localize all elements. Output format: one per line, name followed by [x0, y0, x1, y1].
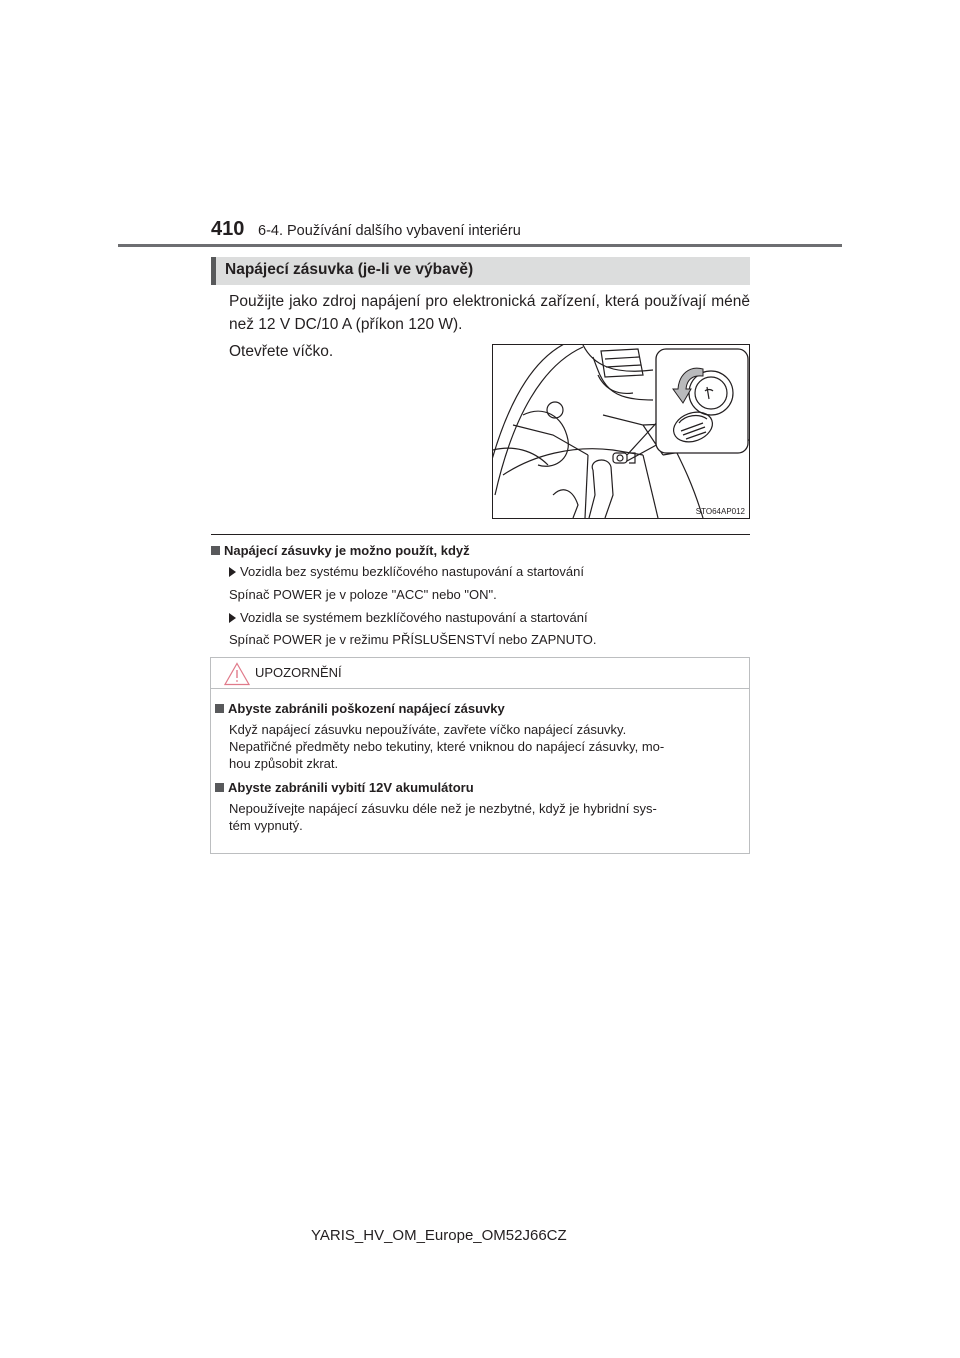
section-heading [211, 257, 750, 285]
triangle-bullet-icon [229, 567, 236, 577]
header-rule [118, 244, 842, 247]
note-condition-1 [229, 564, 584, 579]
note-condition-2-text: Vozidla se systémem bezklíčového nastupování a startování [240, 610, 588, 625]
power-outlet-illustration [492, 344, 750, 519]
caution-item-1-line-1: Když napájecí zásuvku nepoužíváte, zavřete víčko napájecí zásuvky. [229, 722, 627, 737]
note-condition-2 [229, 610, 588, 625]
caution-item-1-title-text: Abyste zabránili poškození napájecí zásuvky [228, 701, 505, 716]
note-text-2: Spínač POWER je v režimu PŘÍSLUŠENSTVÍ nebo ZAPNUTO. [229, 632, 597, 647]
note-title-text: Napájecí zásuvky je možno použít, když [224, 543, 470, 558]
caution-item-1-title [215, 701, 505, 716]
note-title [211, 543, 470, 558]
chapter-title: 6-4. Používání dalšího vybavení interiéru [258, 223, 521, 239]
caution-item-1-line-3: hou způsobit zkrat. [229, 756, 339, 771]
note-text-1: Spínač POWER je v poloze "ACC" nebo "ON". [229, 587, 497, 602]
triangle-bullet-icon [229, 613, 236, 623]
intro-paragraph: Použijte jako zdroj napájení pro elektronická zařízení, která používají méně než 12 V DC/10 A (příkon 120 W). [229, 293, 750, 333]
figure-code: STO64AP012 [695, 507, 745, 516]
square-bullet-icon [211, 546, 220, 555]
section-heading-label: Napájecí zásuvka (je-li ve výbavě) [225, 261, 474, 278]
footer-doc-code: YARIS_HV_OM_Europe_OM52J66CZ [311, 1227, 567, 1244]
caution-item-1-line-2: Nepatřičné předměty nebo tekutiny, které vniknou do napájecí zásuvky, mo- [229, 739, 665, 754]
note-condition-1-text: Vozidla bez systému bezklíčového nastupování a startování [240, 564, 584, 579]
square-bullet-icon [215, 783, 224, 792]
caution-item-2-title-text: Abyste zabránili vybití 12V akumulátoru [228, 780, 474, 795]
warning-triangle-icon [224, 662, 250, 686]
dashboard-drawing [493, 345, 749, 518]
square-bullet-icon [215, 704, 224, 713]
step-open-lid: Otevřete víčko. [229, 343, 334, 360]
caution-header [211, 658, 749, 689]
page-number: 410 [211, 218, 245, 240]
caution-box [210, 657, 750, 854]
section-divider [211, 534, 750, 535]
caution-item-2-line-1: Nepoužívejte napájecí zásuvku déle než je nezbytné, když je hybridní sys- [229, 801, 657, 816]
caution-item-2-line-2: tém vypnutý. [229, 818, 303, 833]
caution-label: UPOZORNĚNÍ [255, 665, 342, 680]
caution-item-2-title [215, 780, 474, 795]
section-heading-bar [211, 257, 216, 285]
